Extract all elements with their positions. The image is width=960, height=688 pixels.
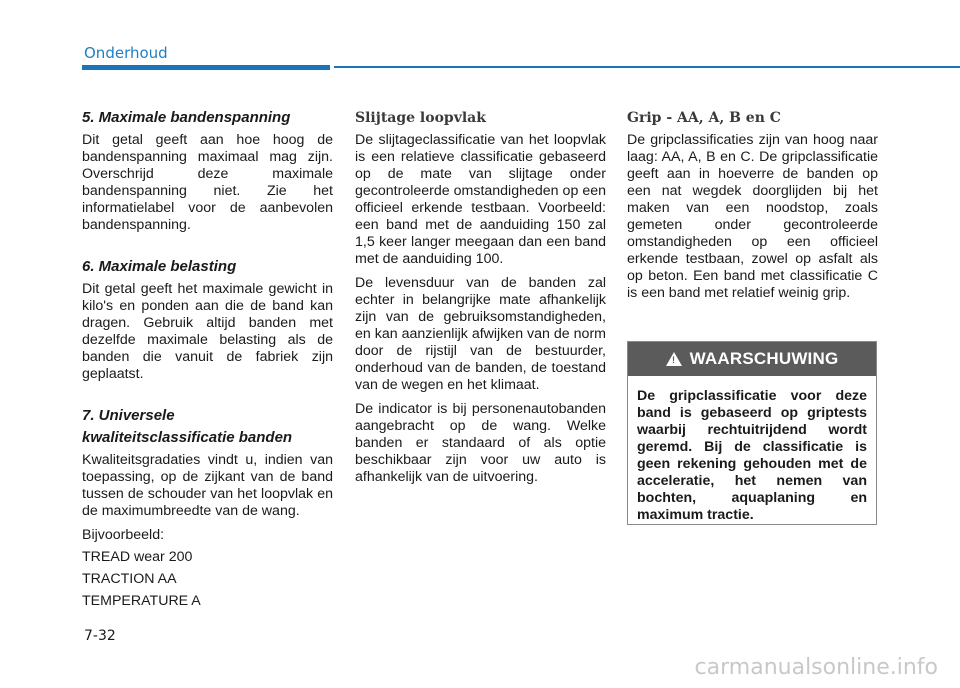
section-7-title-line2: kwaliteitsclassificatie banden — [82, 429, 293, 446]
warning-text: De gripclassificatie voor deze band is gebaseerd op griptests waarbij rechtuitrijdend wordt geremd. Bij de classificatie is geen rekening gehouden met de acceleratie, het nemen van bochten, aquaplaning en maximum tractie. — [637, 388, 867, 523]
treadwear-paragraph-2: De levensduur van de banden zal echter in belangrijke mate afhankelijk zijn van de gebruiksomstandigheden, en kan aanzienlijk afwijken van de norm door de rijstijl van de bestuurder, onderhoud van de banden, de toestand van de wegen en het klimaat. — [355, 275, 606, 393]
section-7-text: Kwaliteitsgradaties vindt u, indien van toepassing, op de zijkant van de band tussen de schouder van het loopvlak en de maximumbreedte van de wang. — [82, 452, 333, 519]
header-rule-thin — [334, 66, 960, 68]
section-6-title: 6. Maximale belasting — [82, 258, 237, 275]
section-title: Onderhoud — [84, 44, 168, 62]
section-7-title-line1: 7. Universele — [82, 407, 175, 424]
section-5-text: Dit getal geeft aan hoe hoog de bandenspanning maximaal mag zijn. Overschrijd deze maximale bandenspanning niet. Zie het informatielabel voor de aanbevolen bandenspanning. — [82, 132, 333, 233]
treadwear-paragraph-1: De slijtageclassificatie van het loopvlak is een relatieve classificatie gebaseerd op de mate van slijtage onder gecontroleerde omstandigheden op een officieel erkende testbaan. Voorbeeld: een band met de aanduiding 150 zal 1,5 keer langer meegaan dan een band met de aanduiding 100. — [355, 132, 606, 267]
example-label: Bijvoorbeeld: — [82, 527, 165, 543]
grip-paragraph: De gripclassificaties zijn van hoog naar laag: AA, A, B en C. De gripclassificatie geeft aan in hoeverre de banden op een nat wegdek doorglijden bij het maken van een noodstop, zoals gemeten onder gecontroleerde omstandigheden op een officieel erkende testbaan, zowel op asfalt als op beton. Een band met classificatie C is een band met relatief weinig grip. — [627, 132, 878, 301]
column-right — [627, 108, 878, 309]
warning-triangle-icon: ! — [666, 352, 682, 366]
warning-label: WAARSCHUWING — [689, 349, 839, 368]
header-rule-thick — [82, 65, 330, 70]
example-traction: TRACTION AA — [82, 571, 177, 587]
column-left — [82, 108, 333, 615]
treadwear-title: Slijtage loopvlak — [355, 110, 486, 126]
page-number: 7-32 — [84, 628, 116, 644]
treadwear-paragraph-3: De indicator is bij personenautobanden aangebracht op de wang. Welke banden er standaard of als optie beschikbaar zijn voor uw auto is afhankelijk van de uitvoering. — [355, 401, 606, 485]
warning-header — [628, 342, 876, 376]
column-middle — [355, 108, 606, 493]
example-temperature: TEMPERATURE A — [82, 593, 201, 609]
section-5-title: 5. Maximale bandenspanning — [82, 109, 291, 126]
watermark: carmanualsonline.info — [694, 655, 938, 680]
grip-title: Grip - AA, A, B en C — [627, 110, 781, 126]
example-tread: TREAD wear 200 — [82, 549, 193, 565]
section-6-text: Dit getal geeft het maximale gewicht in kilo's en ponden aan die de band kan dragen. Gebruik altijd banden met dezelfde maximale belasting als de banden die vanuit de fabriek zijn geplaatst. — [82, 281, 333, 382]
warning-box — [627, 341, 877, 525]
